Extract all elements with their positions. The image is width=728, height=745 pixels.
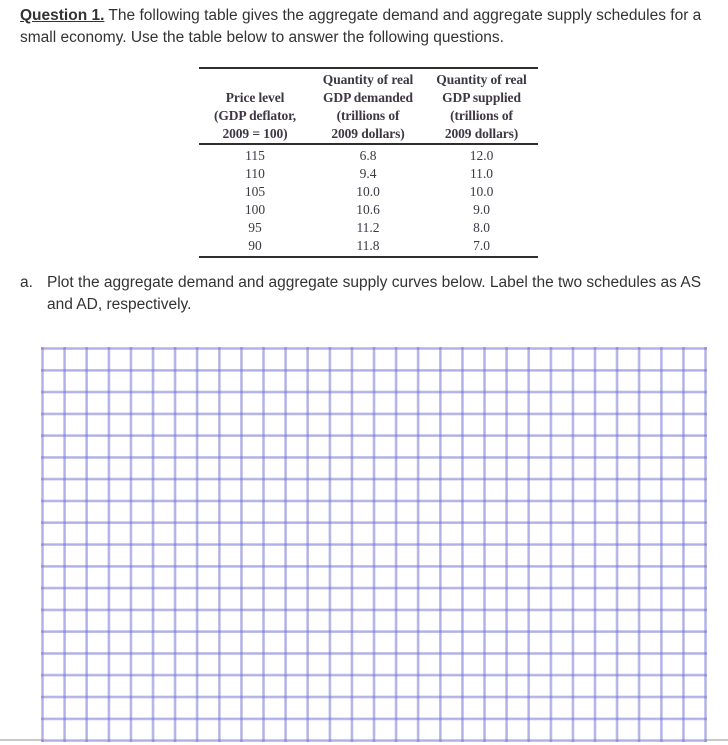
column-header-price-level [199, 71, 311, 143]
table-cell: 10.0 [469, 184, 494, 199]
header-line: Price level [225, 90, 285, 105]
table-row [199, 237, 538, 255]
table-cell: 12.0 [469, 148, 494, 163]
demand-supply-table [199, 67, 538, 258]
table-cell: 9.0 [473, 202, 490, 217]
table-header-row [199, 69, 538, 145]
table-row [199, 201, 538, 219]
table-row [199, 219, 538, 237]
header-line: GDP supplied [442, 90, 521, 105]
table-cell: 95 [248, 220, 262, 235]
table-cell: 105 [244, 184, 266, 199]
table-cell: 11.8 [356, 238, 380, 253]
header-line: Quantity of real [436, 72, 527, 87]
table-cell: 100 [244, 202, 266, 217]
table-cell: 90 [248, 238, 262, 253]
question-text: The following table gives the aggregate demand and aggregate supply schedules for a small economy. Use the table below to answer the following questions. [20, 7, 702, 46]
header-line: (trillions of [336, 108, 400, 123]
header-line: (GDP deflator, [213, 108, 297, 123]
table-cell: 11.0 [469, 166, 494, 181]
header-line: 2009 dollars) [331, 126, 405, 141]
table-row [199, 183, 538, 201]
header-line: 2009 = 100) [222, 126, 288, 141]
table-cell: 11.2 [356, 220, 380, 235]
part-a-item [20, 272, 720, 316]
table-row [199, 147, 538, 165]
column-header-gdp-supplied [425, 71, 538, 143]
table-row [199, 165, 538, 183]
plot-grid[interactable] [41, 347, 707, 742]
table-body [199, 145, 538, 256]
header-line: Quantity of real [322, 72, 414, 87]
table-cell: 110 [245, 166, 265, 181]
column-header-gdp-demanded [311, 71, 425, 143]
header-line: 2009 dollars) [444, 126, 519, 141]
table-cell: 9.4 [359, 166, 377, 181]
header-line: (trillions of [450, 108, 513, 123]
table-cell: 7.0 [473, 238, 490, 253]
header-line: GDP demanded [323, 90, 413, 105]
table-cell: 10.0 [356, 184, 380, 199]
table-cell: 115 [245, 148, 265, 163]
table-cell: 8.0 [473, 220, 490, 235]
table-cell: 6.8 [359, 148, 377, 163]
table-cell: 10.6 [356, 202, 380, 217]
part-a-text: Plot the aggregate demand and aggregate supply curves below. Label the two schedules as AS and AD, respectively. [47, 274, 702, 313]
question-intro [20, 5, 720, 49]
part-a-marker: a. [20, 274, 33, 291]
question-label: Question 1. [20, 7, 105, 24]
